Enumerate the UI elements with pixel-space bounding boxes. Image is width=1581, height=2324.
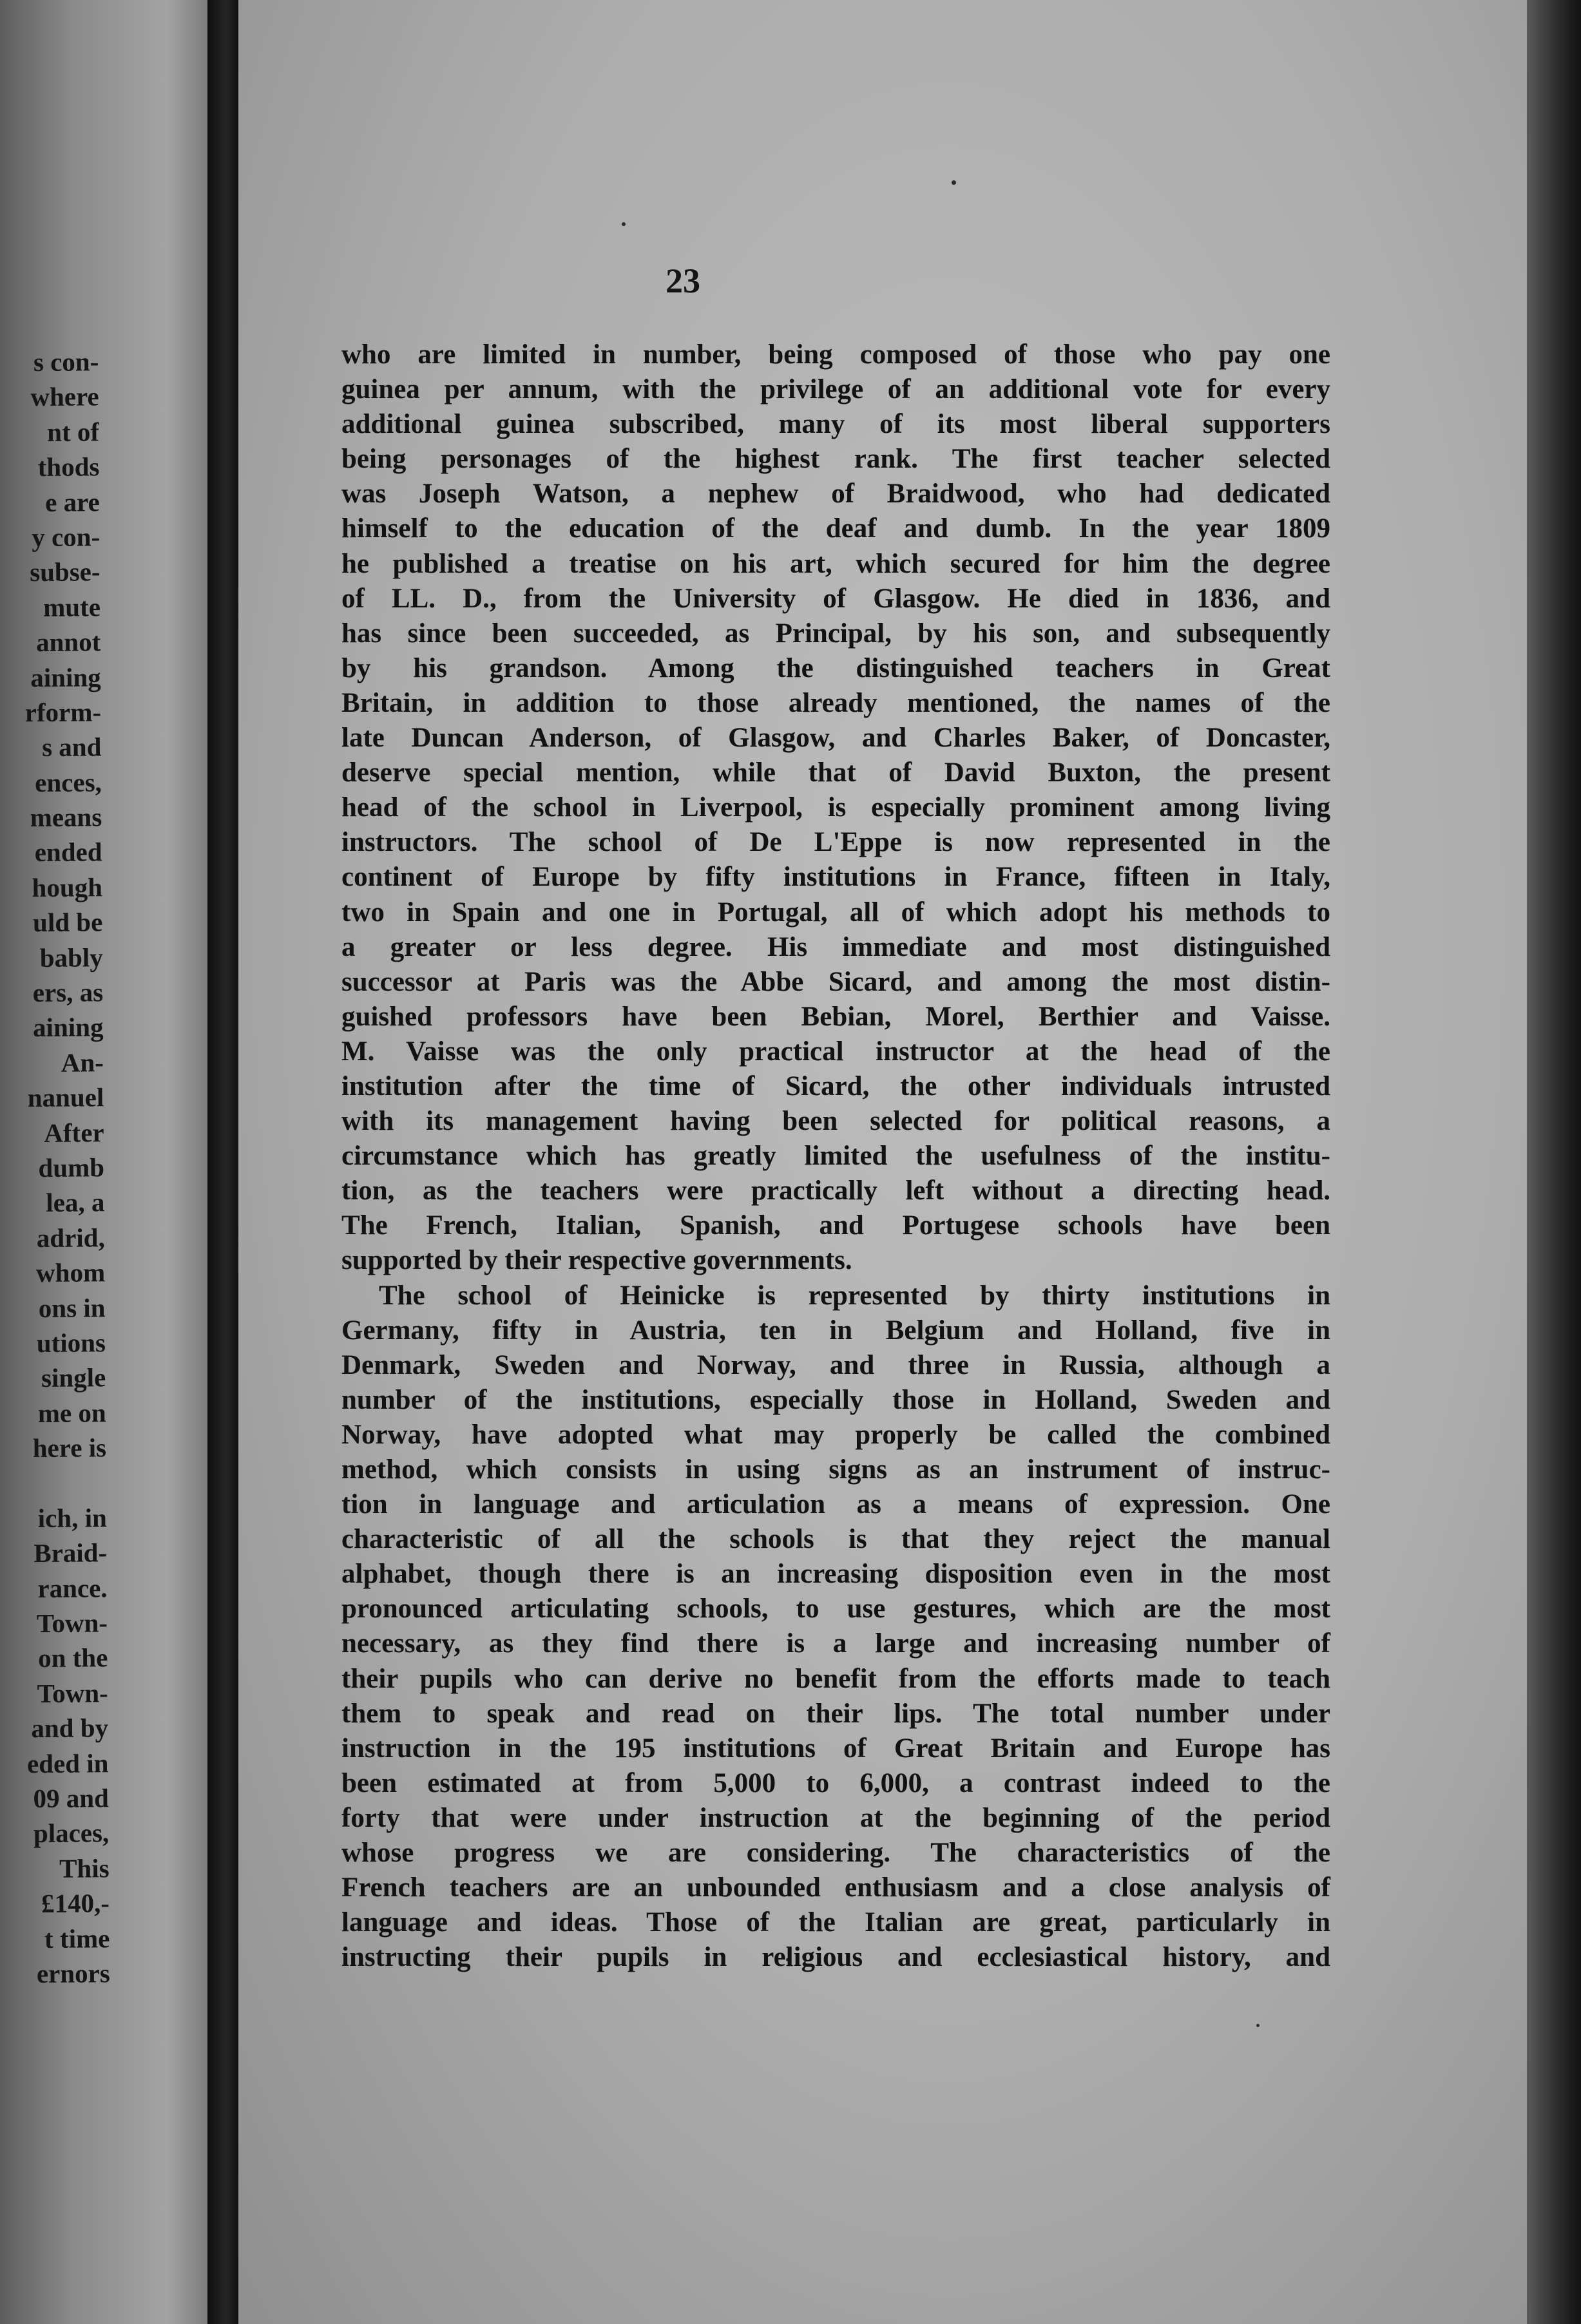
text-line: by his grandson. Among the distinguished teachers in Great: [341, 652, 1330, 683]
ink-speck: [1256, 2024, 1260, 2027]
text-line: instruction in the 195 institutions of Great Britain and Europe has: [341, 1733, 1330, 1764]
previous-page-fragment: ich, in: [37, 1503, 107, 1533]
text-line: pronounced articulating schools, to use gestures, which are the most: [341, 1594, 1330, 1624]
text-line: guinea per annum, with the privilege of an additional vote for every: [341, 374, 1330, 405]
previous-page-fragment: s con-: [33, 347, 99, 377]
text-line: forty that were under instruction at the beginning of the period: [341, 1802, 1330, 1833]
previous-page-fragment: places,: [33, 1818, 110, 1849]
text-line: their pupils who can derive no benefit from the efforts made to teach: [341, 1663, 1330, 1694]
previous-page-fragment: ons in: [38, 1292, 106, 1323]
previous-page-fragment: uld be: [32, 907, 103, 938]
previous-page-fragment: [0, 1465, 107, 1501]
text-line: a greater or less degree. His immediate and most distinguished: [341, 931, 1330, 962]
text-line: was Joseph Watson, a nephew of Braidwood, who had dedicated: [341, 479, 1330, 510]
text-line: language and ideas. Those of the Italian are great, particularly in: [341, 1907, 1330, 1938]
previous-page-fragment: single: [41, 1362, 106, 1393]
previous-page-fragment: After: [44, 1117, 104, 1148]
book-gutter: [207, 0, 238, 2324]
previous-page-fragment: 09 and: [33, 1783, 109, 1814]
text-line: continent of Europe by fifty institutions in France, fifteen in Italy,: [341, 862, 1330, 893]
text-line: instructors. The school of De L'Eppe is now represented in the: [341, 827, 1330, 858]
text-line: guished professors have been Bebian, Morel, Berthier and Vaisse.: [341, 1001, 1330, 1032]
previous-page-fragment: ernors: [36, 1958, 110, 1988]
previous-page-fragment: on the: [37, 1643, 108, 1673]
text-line: tion, as the teachers were practically left without a directing head.: [341, 1176, 1330, 1206]
text-line: late Duncan Anderson, of Glasgow, and Charles Baker, of Doncaster,: [341, 723, 1330, 754]
previous-page-fragment: aining: [32, 1012, 104, 1043]
previous-page-fragment: mute: [43, 592, 101, 622]
text-line: The French, Italian, Spanish, and Portugese schools have been: [341, 1210, 1330, 1241]
text-line: M. Vaisse was the only practical instructor at the head of the: [341, 1036, 1330, 1067]
text-line: tion in language and articulation as a means of expression. One: [341, 1489, 1330, 1520]
previous-page-fragment: annot: [35, 627, 101, 658]
ink-speck: [622, 222, 626, 226]
right-edge-shadow: [1527, 0, 1581, 2324]
text-line: institution after the time of Sicard, the other individuals intrusted: [341, 1071, 1330, 1101]
previous-page-fragment: here is: [32, 1433, 107, 1463]
body-text: [341, 338, 1330, 1975]
previous-page-fragment: nt of: [47, 417, 100, 447]
text-line: two in Spain and one in Portugal, all of which adopt his methods to: [341, 897, 1330, 928]
previous-page-fragment: lea, a: [46, 1187, 105, 1218]
previous-page-fragment: rform-: [24, 697, 102, 728]
previous-page-edge: [0, 0, 207, 2324]
text-line: who are limited in number, being composed of those who pay one: [341, 339, 1330, 370]
previous-page-fragment: e are: [45, 486, 100, 517]
previous-page-fragment: hough: [32, 872, 103, 902]
text-line: The school of Heinicke is represented by thirty institutions in: [379, 1280, 1330, 1311]
ink-speck: [952, 180, 956, 185]
previous-page-fragment: subse-: [30, 557, 101, 587]
previous-page-fragment: me on: [37, 1397, 106, 1428]
previous-page-fragment: eded in: [26, 1748, 109, 1778]
previous-page-fragment: Town-: [36, 1608, 108, 1639]
previous-page-fragment: dumb: [38, 1152, 105, 1183]
previous-page-fragment: thods: [37, 452, 100, 482]
text-line: being personages of the highest rank. The first teacher selected: [341, 444, 1330, 475]
text-line: circumstance which has greatly limited the usefulness of the institu-: [341, 1141, 1330, 1172]
text-line: of LL. D., from the University of Glasgow. He died in 1836, and: [341, 583, 1330, 614]
previous-page-fragment: ences,: [35, 767, 102, 797]
text-line: Germany, fifty in Austria, ten in Belgium and Holland, five in: [341, 1315, 1330, 1346]
text-line: alphabet, though there is an increasing disposition even in the most: [341, 1559, 1330, 1590]
text-line: been estimated at from 5,000 to 6,000, a contrast indeed to the: [341, 1767, 1330, 1798]
text-line: with its management having been selected for political reasons, a: [341, 1106, 1330, 1137]
previous-page-fragment: y con-: [32, 522, 101, 552]
previous-page-fragment: nanuel: [27, 1082, 104, 1113]
previous-page-fragment: This: [59, 1853, 110, 1883]
previous-page-fragment: means: [30, 802, 102, 833]
previous-page-fragment: An-: [61, 1047, 104, 1078]
text-line: Britain, in addition to those already mentioned, the names of the: [341, 687, 1330, 718]
text-line: supported by their respective governments.: [341, 1245, 852, 1276]
previous-page-fragment: Braid-: [34, 1538, 108, 1568]
text-line: deserve special mention, while that of David Buxton, the present: [341, 757, 1330, 788]
text-line: them to speak and read on their lips. The total number under: [341, 1698, 1330, 1729]
text-line: he published a treatise on his art, which secured for him the degree: [341, 548, 1330, 579]
text-line: additional guinea subscribed, many of its most liberal supporters: [341, 409, 1330, 440]
text-line: instructing their pupils in religious and ecclesiastical history, and: [341, 1942, 1330, 1973]
previous-page-fragment: Town-: [37, 1678, 108, 1708]
text-line: himself to the education of the deaf and dumb. In the year 1809: [341, 513, 1330, 544]
text-line: has since been succeeded, as Principal, by his son, and subsequently: [341, 618, 1330, 649]
previous-page-fragment: whom: [35, 1257, 106, 1288]
previous-page-fragment: aining: [30, 662, 101, 692]
text-line: characteristic of all the schools is that they reject the manual: [341, 1524, 1330, 1555]
previous-page-fragment: £140,-: [41, 1888, 110, 1919]
text-line: whose progress we are considering. The characteristics of the: [341, 1838, 1330, 1869]
previous-page-fragment: ended: [34, 837, 102, 868]
previous-page-fragment: ers, as: [32, 977, 104, 1008]
previous-page-fragment: utions: [36, 1328, 106, 1358]
previous-page-fragment: t time: [44, 1923, 110, 1954]
previous-page-text: [0, 344, 110, 1992]
previous-page-fragment: and by: [31, 1713, 109, 1744]
text-line: method, which consists in using signs as an instrument of instruc-: [341, 1454, 1330, 1485]
text-line: head of the school in Liverpool, is especially prominent among living: [341, 792, 1330, 823]
text-line: necessary, as they find there is a large and increasing number of: [341, 1628, 1330, 1659]
text-line: Norway, have adopted what may properly be called the combined: [341, 1419, 1330, 1450]
previous-page-fragment: rance.: [37, 1572, 108, 1603]
text-line: successor at Paris was the Abbe Sicard, and among the most distin-: [341, 966, 1330, 997]
previous-page-fragment: s and: [41, 732, 102, 763]
page-number: 23: [666, 262, 700, 300]
text-line: Denmark, Sweden and Norway, and three in Russia, although a: [341, 1349, 1330, 1380]
text-line: French teachers are an unbounded enthusiasm and a close analysis of: [341, 1872, 1330, 1903]
previous-page-fragment: where: [30, 381, 99, 412]
previous-page-fragment: bably: [39, 942, 103, 973]
previous-page-fragment: adrid,: [36, 1223, 105, 1253]
text-line: number of the institutions, especially those in Holland, Sweden and: [341, 1384, 1330, 1415]
